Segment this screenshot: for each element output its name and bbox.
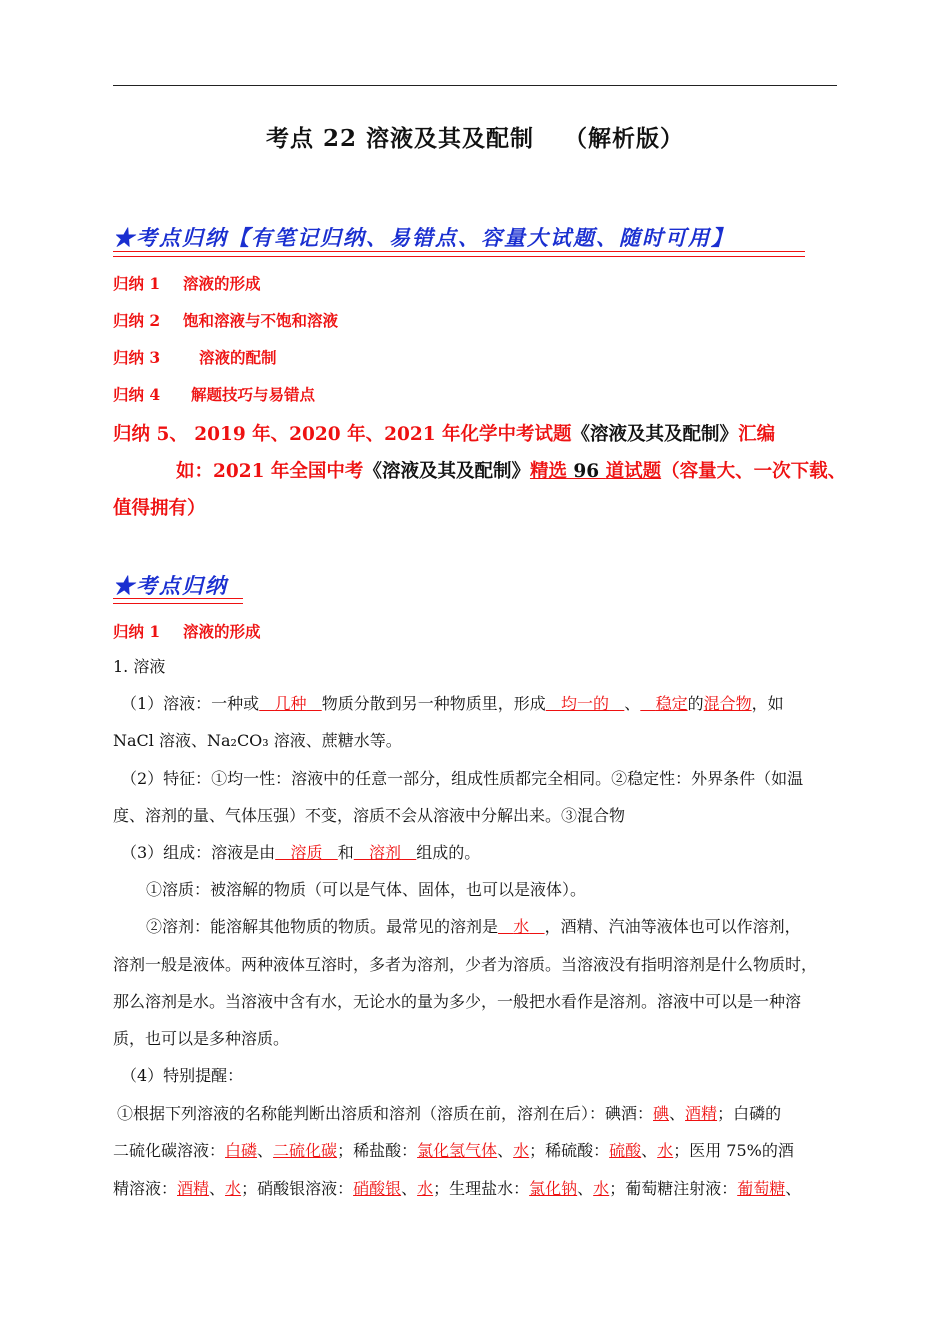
toc-item-3[interactable] <box>113 346 277 368</box>
point-1-heading: 1. 溶液 <box>113 657 166 676</box>
para-7-line-1 <box>113 1104 781 1124</box>
para-3 <box>113 843 480 863</box>
answer: 硫酸 <box>609 1141 642 1160</box>
answer: 葡萄糖 <box>737 1179 786 1198</box>
answer: 白磷 <box>225 1141 258 1160</box>
text: ；白磷的 <box>717 1104 782 1123</box>
promo-title: 《溶液及其及配制》 <box>363 461 530 482</box>
title-suffix: （解析版） <box>564 125 685 152</box>
text: ；稀硫酸： <box>529 1141 610 1160</box>
text: 、 <box>577 1179 594 1198</box>
answer: 水 <box>513 1141 530 1160</box>
toc-item-1[interactable] <box>113 272 261 294</box>
answer: 水 <box>225 1179 242 1198</box>
text: 、 <box>669 1104 686 1123</box>
answer: 水 <box>417 1179 434 1198</box>
answer: 氯化钠 <box>529 1179 578 1198</box>
promo-select-link[interactable]: 精选 <box>529 461 567 482</box>
blank-answer: 混合物 <box>703 694 752 713</box>
promo-note: （容量大、一次下载、 <box>661 461 847 482</box>
page-title <box>0 120 950 153</box>
text: （1）溶液：一种或 <box>121 694 260 713</box>
toc-item-text: 溶液的形成 <box>183 274 261 293</box>
text: 和 <box>337 843 354 862</box>
text: （3）组成：溶液是由 <box>121 843 276 862</box>
text: 、 <box>257 1141 274 1160</box>
text: ；稀盐酸： <box>337 1141 418 1160</box>
answer: 氯化氢气体 <box>417 1141 498 1160</box>
text: 组成的。 <box>416 843 481 862</box>
text: 的 <box>687 694 704 713</box>
text: 物质分散到另一种物质里，形成 <box>321 694 546 713</box>
blank-answer: 几种 <box>274 694 307 713</box>
toc-item-label: 归纳 3 <box>113 348 161 367</box>
text: ；生理盐水： <box>433 1179 530 1198</box>
para-5-line-3: 那么溶剂是水。当溶液中含有水，无论水的量为多少，一般把水看作是溶剂。溶液中可以是一种溶 <box>113 992 802 1011</box>
toc-heading-underline <box>113 251 805 257</box>
text: 、 <box>209 1179 226 1198</box>
text: ②溶剂：能溶解其他物质的物质。最常见的溶剂是 <box>146 917 499 936</box>
promo-line-1 <box>176 457 846 483</box>
para-5-line-4: 质，也可以是多种溶质。 <box>113 1029 290 1048</box>
blank-answer: 稳定 <box>655 694 688 713</box>
answer: 酒精 <box>177 1179 210 1198</box>
header-rule <box>113 85 837 86</box>
para-2-line-2: 度、溶剂的量、气体压强）不变，溶质不会从溶液中分解出来。③混合物 <box>113 806 626 825</box>
para-7-line-2 <box>113 1141 794 1161</box>
section-heading: ★考点归纳 <box>113 573 228 598</box>
toc-item5-suffix: 汇编 <box>738 424 776 445</box>
text: ，如 <box>751 694 784 713</box>
answer: 酒精 <box>685 1104 718 1123</box>
para-1-line-1 <box>113 694 784 714</box>
title-num: 22 <box>322 125 357 152</box>
text: 、 <box>624 694 641 713</box>
subheading-text: 溶液的形成 <box>183 622 261 641</box>
answer: 碘 <box>653 1104 670 1123</box>
para-5-line-2: 溶剂一般是液体。两种液体互溶时，多者为溶剂，少者为溶质。当溶液没有指明溶剂是什么物质时， <box>113 955 818 974</box>
toc-item-4[interactable] <box>113 383 315 405</box>
toc-item-label: 归纳 2 <box>113 311 161 330</box>
title-main: 溶液及其及配制 <box>366 125 535 152</box>
para-2-line-1: （2）特征：①均一性：溶液中的任意一部分，组成性质都完全相同。②稳定性：外界条件（如温 <box>121 769 804 788</box>
answer: 二硫化碳 <box>273 1141 338 1160</box>
blank-answer: 溶剂 <box>369 843 402 862</box>
answer: 水 <box>657 1141 674 1160</box>
blank-answer: 溶质 <box>290 843 323 862</box>
toc-item5-title: 《溶液及其及配制》 <box>571 424 739 445</box>
toc-item-2[interactable] <box>113 309 338 331</box>
promo-prefix: 如：2021 年全国中考 <box>176 461 364 482</box>
para-6: （4）特别提醒： <box>121 1066 244 1085</box>
toc-item5-text: 归纳 5、 2019 年、2020 年、2021 年化学中考试题 <box>113 424 572 445</box>
para-7-line-3 <box>113 1179 801 1199</box>
text: ；硝酸银溶液： <box>241 1179 354 1198</box>
text: ；葡萄糖注射液： <box>609 1179 738 1198</box>
text: 二硫化碳溶液： <box>113 1141 226 1160</box>
text: ；医用 75%的酒 <box>673 1141 794 1160</box>
blank-answer: 水 <box>513 917 530 936</box>
section-heading-underline <box>113 598 243 604</box>
toc-item-text: 解题技巧与易错点 <box>191 385 316 404</box>
text: ，酒精、汽油等液体也可以作溶剂， <box>544 917 801 936</box>
answer: 硝酸银 <box>353 1179 402 1198</box>
toc-item-text: 溶液的配制 <box>199 348 277 367</box>
toc-item-text: 饱和溶液与不饱和溶液 <box>183 311 339 330</box>
toc-item-label: 归纳 4 <box>113 385 161 404</box>
para-5-line-1 <box>113 917 801 937</box>
text: 精溶液： <box>113 1179 178 1198</box>
answer: 水 <box>593 1179 610 1198</box>
promo-line-2: 值得拥有） <box>113 498 206 519</box>
para-4: ①溶质：被溶解的物质（可以是气体、固体，也可以是液体）。 <box>146 880 587 899</box>
promo-count: 96 <box>566 461 606 482</box>
toc-heading: ★考点归纳【有笔记归纳、易错点、容量大试题、随时可用】 <box>113 225 734 250</box>
title-prefix: 考点 <box>265 125 314 152</box>
toc-item-5[interactable] <box>113 420 775 446</box>
promo-questions-link[interactable]: 道试题 <box>605 461 662 482</box>
text: 、 <box>785 1179 802 1198</box>
toc-item-label: 归纳 1 <box>113 274 161 293</box>
section-subheading <box>113 620 261 642</box>
text: ①根据下列溶液的名称能判断出溶质和溶剂（溶质在前，溶剂在后）：碘酒： <box>117 1104 654 1123</box>
text: 、 <box>641 1141 658 1160</box>
text: 、 <box>401 1179 418 1198</box>
para-1-line-2: NaCl 溶液、Na₂CO₃ 溶液、蔗糖水等。 <box>113 731 402 750</box>
subheading-label: 归纳 1 <box>113 622 161 641</box>
text: 、 <box>497 1141 514 1160</box>
blank-answer: 均一的 <box>561 694 610 713</box>
